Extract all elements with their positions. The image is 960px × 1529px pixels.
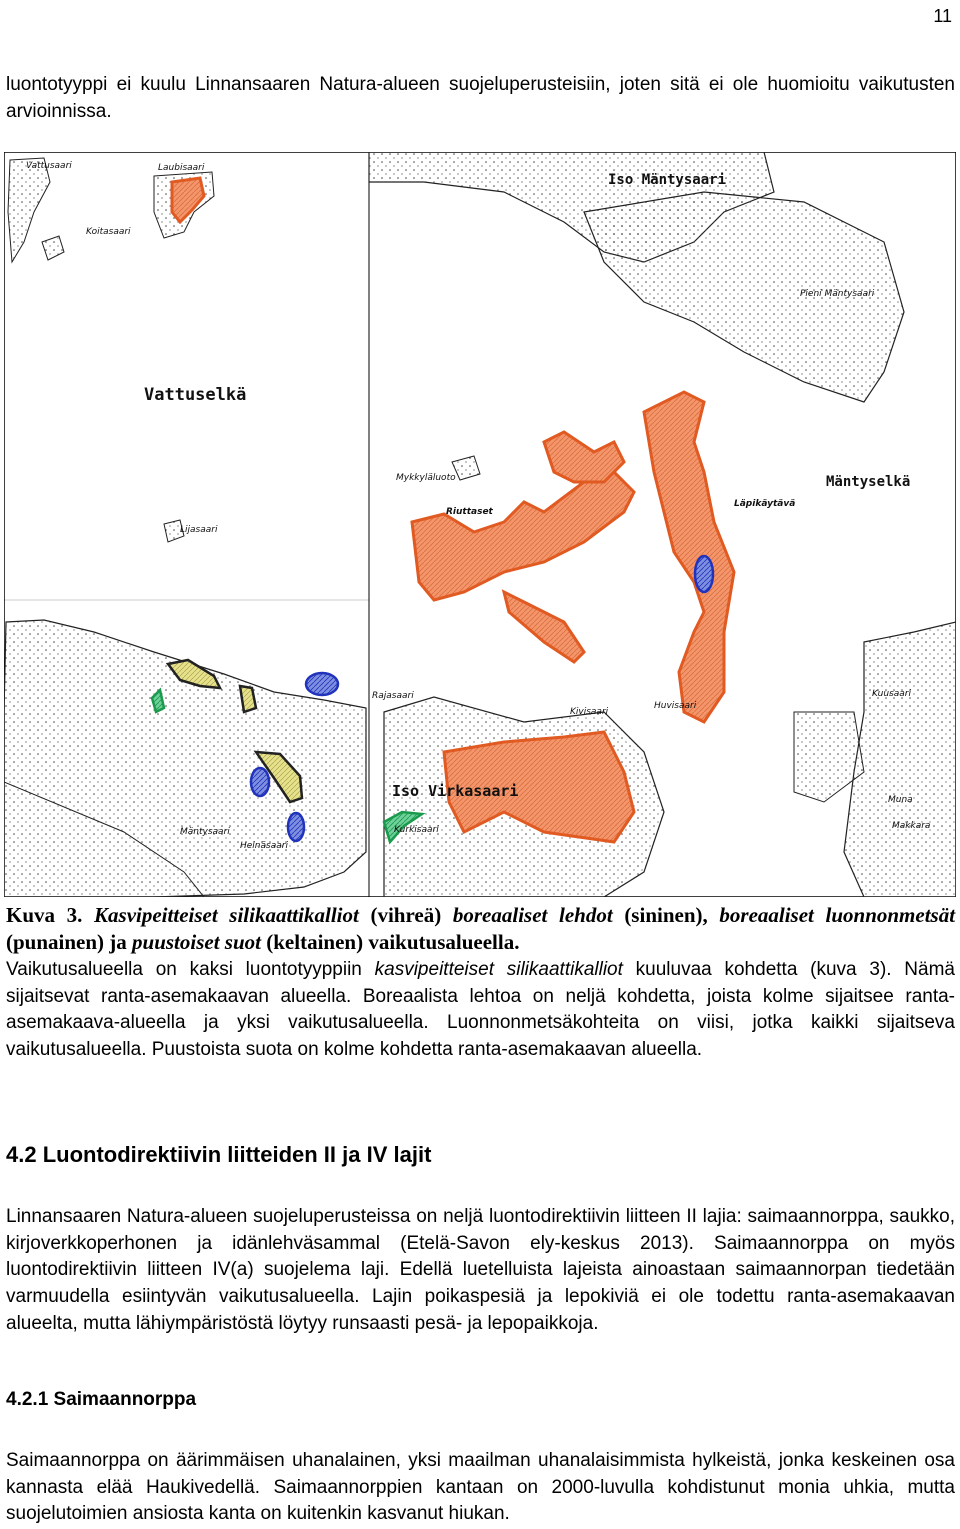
label-heinasaari: Heinäsaari bbox=[240, 841, 288, 851]
paragraph-species: Linnansaaren Natura-alueen suojeluperusteissa on neljä luontodirektiivin liitteen II lajia: saimaannorppa, saukko, kirjoverkkoperhonen ja idänlehväsammal (Etelä-Savon ely-keskus 2013). Saimaannorppa on myös luontodirektiivin liitteen IV(a) suojelema laji. Edellä luetelluista lajeista ainoastaan saimaannorpan tiedetään varmuudella esiintyvän vaikutusalueella. Lajin poikaspesiä ja lepokiviä ei ole todettu ranta-asemakaavan alueelta, mutta lähiympäristöstä löytyy runsaasti pesä- ja lepopaikkoja. bbox=[6, 1206, 955, 1334]
label-kivisaari: Kivisaari bbox=[570, 707, 609, 717]
label-lapikaytava: Läpikäytävä bbox=[734, 499, 796, 509]
label-kotasaari: Koitasaari bbox=[86, 227, 131, 237]
label-laubisaari: Laubisaari bbox=[158, 163, 205, 173]
habitat-map bbox=[4, 152, 956, 897]
label-kuusaari: Kuusaari bbox=[872, 689, 911, 699]
caption-forest: boreaaliset luonnonmetsät bbox=[719, 903, 956, 927]
intro-paragraph: luontotyyppi ei kuulu Linnansaaren Natura-alueen suojeluperusteisiin, joten sitä ei ole huomioitu vaikutusten arvioinnissa. bbox=[6, 74, 955, 122]
label-vattusaari: Vattusaari bbox=[26, 161, 72, 171]
caption-tail: (keltainen) vaikutusalueella. bbox=[266, 930, 520, 954]
caption-rock: Kasvipeitteiset silikaattikalliot bbox=[94, 903, 359, 927]
p1-b: kasvipeitteiset silikaattikalliot bbox=[374, 959, 623, 980]
caption-herb: boreaaliset lehdot bbox=[452, 903, 613, 927]
label-pieni-mantysaari: Pieni Mäntysaari bbox=[800, 289, 875, 299]
label-huvisaari: Huvisaari bbox=[654, 701, 697, 711]
caption-mire: puustoiset suot bbox=[132, 930, 261, 954]
label-mykkylasaari: Mykkyläluoto bbox=[396, 473, 456, 483]
caption-lead: Kuva 3. bbox=[6, 903, 83, 927]
caption-forest-color: (punainen) ja bbox=[6, 930, 127, 954]
section-heading-4-2-1: 4.2.1 Saimaannorppa bbox=[6, 1389, 197, 1410]
label-rajasaari: Rajasaari bbox=[372, 691, 414, 701]
paragraph-saimaannorppa: Saimaannorppa on äärimmäisen uhanalainen, yksi maailman uhanalaisimmista hylkeistä, jonka keskeinen osa kannasta elää Haukivedellä. Saimaannorppien kantaan on 2000-luvulla kohdistunut monia uhkia, mutta suojelutoimien ansiosta kanta on kuitenkin kasvanut hiukan. bbox=[6, 1450, 955, 1525]
label-mantyselka: Mäntyselkä bbox=[826, 474, 911, 490]
label-lijasaari: Lijasaari bbox=[180, 525, 218, 535]
caption-herb-color: (sininen), bbox=[624, 903, 708, 927]
figure-caption bbox=[6, 902, 955, 956]
label-muna: Muna bbox=[888, 795, 913, 805]
label-mantysaari: Mäntysaari bbox=[180, 827, 230, 837]
label-vattuselka: Vattuselkä bbox=[144, 385, 247, 405]
label-makkara: Makkara bbox=[892, 821, 931, 831]
caption-rock-color: (vihreä) bbox=[370, 903, 442, 927]
section-heading-4-2: 4.2 Luontodirektiivin liitteiden II ja IV lajit bbox=[6, 1142, 432, 1167]
paragraph-habitats bbox=[6, 957, 955, 1064]
label-riuttaset: Riuttaset bbox=[446, 507, 493, 517]
label-iso-mantysaari: Iso Mäntysaari bbox=[608, 172, 727, 188]
page-number: 11 bbox=[933, 6, 952, 26]
p1-c: kuuluvaa kohdetta (kuva 3). Nämä sijaitsevat ranta-asemakaavan alueella. Boreaalista lehtoa on neljä kohdetta, joista kolme sijaitsee ranta-asemakaava-alueella ja yksi vaikutusalueella. Luonnonmetsäkohteita on viisi, jotka kaikki sijaitseva vaikutusalueella. Puustoista suota on kolme kohdetta ranta-asemakaavan alueella. bbox=[6, 959, 955, 1061]
label-kurkisaari: Kurkisaari bbox=[394, 825, 439, 835]
p1-a: Vaikutusalueella on kaksi luontotyyppiin bbox=[6, 959, 362, 980]
label-iso-virkasaari: Iso Virkasaari bbox=[392, 782, 519, 800]
